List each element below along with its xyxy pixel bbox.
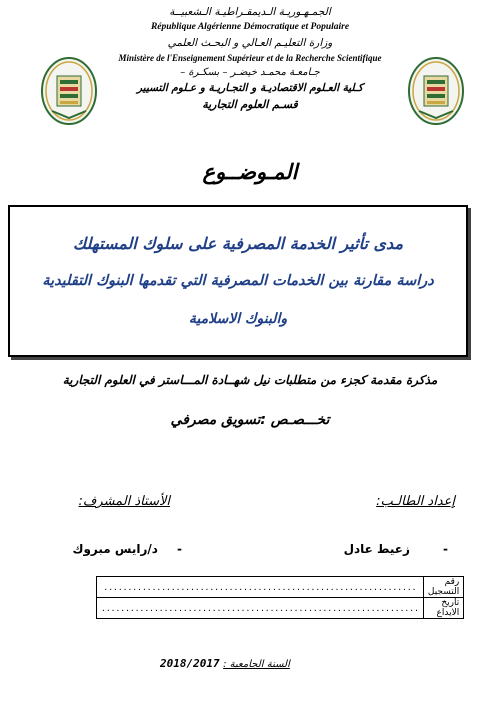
student-entry bbox=[344, 538, 448, 557]
specialization: تخـــصـص :تسويق مصرفي bbox=[170, 412, 330, 428]
faculty-arabic: كـلية العـلوم الاقتصاديـة و التجـاريـة و عـلوم التسيير bbox=[136, 82, 363, 94]
student-name: زعيط عادل bbox=[343, 542, 410, 556]
deposit-date-label: تاريخ الايداع bbox=[423, 598, 463, 619]
registration-number-field: ................................................................. bbox=[97, 577, 424, 598]
registration-number-label: رقم التسجيل bbox=[423, 577, 463, 598]
republic-french: République Algérienne Démocratique et Populaire bbox=[150, 22, 350, 32]
thesis-subtitle-line1: دراسة مقارنة بين الخدمات المصرفية التي تقدمها البنوك التقليدية bbox=[42, 273, 434, 289]
supervisor-label: الأستاذ المشرف: bbox=[78, 494, 170, 509]
thesis-title-main: مدى تأثير الخدمة المصرفية على سلوك المستهلك bbox=[72, 234, 404, 253]
supervisor-entry bbox=[72, 538, 182, 557]
supervisor-dash: - bbox=[177, 542, 182, 556]
academic-year bbox=[160, 657, 290, 670]
republic-arabic: الجمـهـوريـة الـديمقـراطيـة الـشعبيــة bbox=[169, 6, 331, 18]
department-arabic: قسـم العلوم التجارية bbox=[202, 98, 298, 111]
academic-year-value: 2018/2017 bbox=[160, 657, 220, 670]
ministry-arabic: وزارة التعليـم العـالي و البحـث العلمي bbox=[167, 37, 333, 49]
table-row bbox=[97, 598, 464, 619]
academic-year-label: السنة الجامعية : bbox=[223, 659, 290, 670]
student-dash: - bbox=[443, 542, 448, 556]
ministry-french: Ministère de l'Enseignement Supérieur et de la Recherche Scientifique bbox=[118, 53, 382, 63]
university-emblem-icon bbox=[40, 56, 98, 126]
university-emblem-icon bbox=[407, 56, 465, 126]
student-label: إعداد الطالـب: bbox=[376, 494, 455, 509]
table-row bbox=[97, 577, 464, 598]
thesis-title-box bbox=[8, 205, 468, 357]
memo-statement: مذكرة مقدمة كجزء من متطلبات نيل شهــادة المـــاستر في العلوم التجارية bbox=[62, 373, 438, 387]
registration-table bbox=[96, 576, 464, 619]
university-arabic: جـامعـة محمـد خيضـر – بسكـرة – bbox=[180, 67, 320, 78]
supervisor-name: د/رايس مبروك bbox=[72, 542, 158, 556]
theme-heading: المـوضــوع bbox=[202, 160, 298, 184]
deposit-date-field: .................................................................. bbox=[97, 598, 424, 619]
thesis-subtitle-line2: والبنوك الاسلامية bbox=[188, 311, 288, 327]
